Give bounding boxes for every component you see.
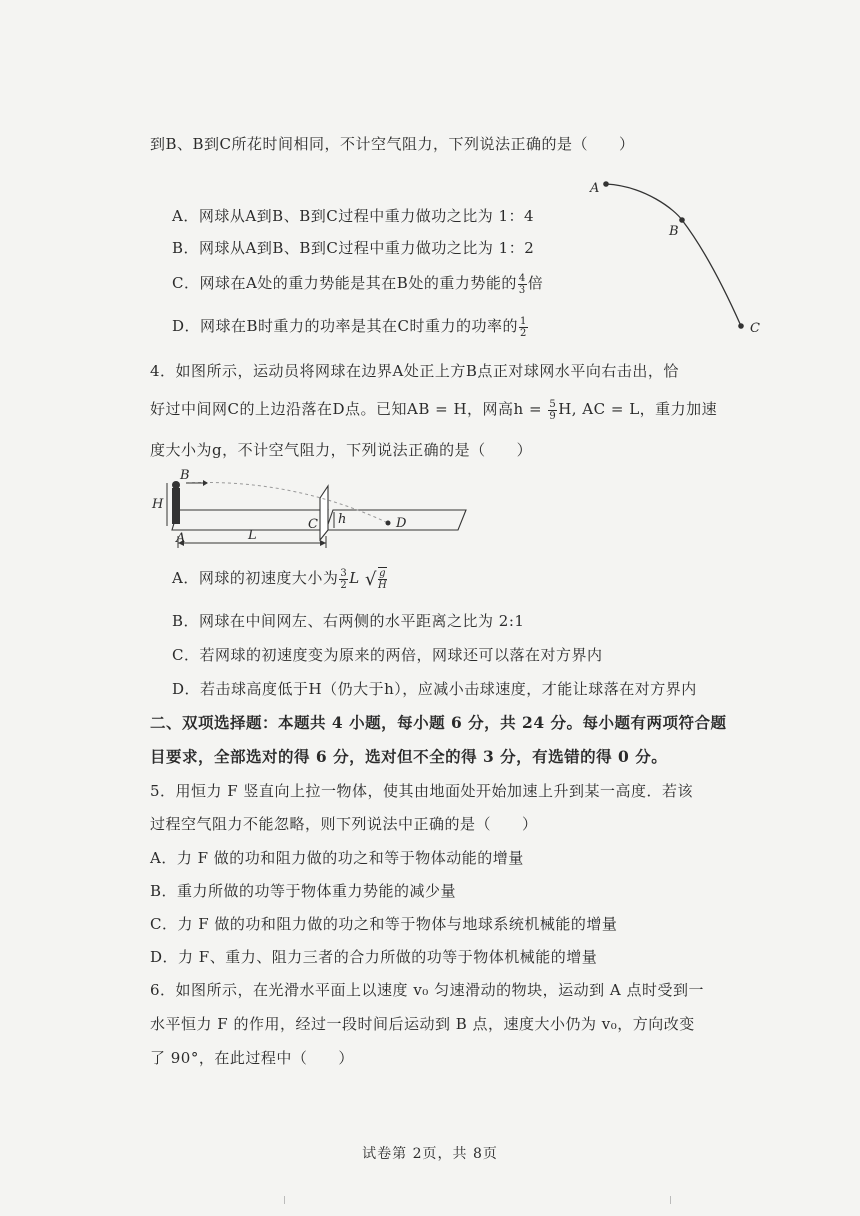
q5-stem-line1: 5．用恒力 F 竖直向上拉一物体，使其由地面处开始加速上升到某一高度．若该	[150, 782, 693, 800]
q4-player	[172, 488, 180, 524]
q3-point-a	[603, 181, 609, 187]
q3-point-b	[679, 217, 685, 223]
page-footer: 试卷第 2页，共 8页	[362, 1146, 498, 1162]
q3-option-d-text: D．网球在B时重力的功率是其在C时重力的功率的	[172, 317, 519, 335]
q4-label-a: A	[176, 531, 186, 546]
section2-heading-line1: 二、双项选择题：本题共 4 小题，每小题 6 分，共 24 分。每小题有两项符合题	[150, 713, 727, 732]
q4-label-b: B	[180, 468, 190, 483]
q4-label-c: C	[308, 517, 318, 532]
q3-stem-tail: 到B、B到C所花时间相同，不计空气阻力，下列说法正确的是（ ）	[150, 135, 635, 153]
q3-trajectory-curve	[606, 184, 741, 326]
q4-label-l: L	[248, 528, 257, 543]
q3-option-d-fraction: $\frac{1}{2}$	[520, 315, 527, 339]
q4-option-a-fraction: $\frac{3}{2}$	[340, 567, 348, 591]
q3-point-c	[738, 323, 744, 329]
q3-label-b: B	[669, 224, 679, 239]
section2-heading-line2: 目要求，全部选对的得 6 分，选对但不全的得 3 分，有选错的得 0 分。	[150, 747, 668, 766]
q4-option-b: B．网球在中间网左、右两侧的水平距离之比为 2:1	[172, 612, 525, 630]
q4-height-fraction: $\frac{5}{9}$	[549, 398, 557, 422]
q5-option-a: A．力 F 做的功和阻力做的功之和等于物体动能的增量	[150, 849, 524, 867]
q4-stem-line3: 度大小为g，不计空气阻力，下列说法正确的是（ ）	[150, 441, 533, 459]
q3-option-b: B．网球从A到B、B到C过程中重力做功之比为 1：2	[172, 239, 535, 257]
binding-mark-left	[284, 1196, 285, 1204]
q3-option-d	[172, 315, 529, 339]
q4-option-d: D．若击球高度低于H（仍大于h），应减小击球速度，才能让球落在对方界内	[172, 680, 697, 698]
q4-stem-line2: 好过中间网C的上边沿落在D点。已知AB = H，网高h = $\frac{5}{9}$ H, AC = L，重力加速	[150, 398, 718, 422]
q5-option-d: D．力 F、重力、阻力三者的合力所做的功等于物体机械能的增量	[150, 948, 598, 966]
q4-option-c: C．若网球的初速度变为原来的两倍，网球还可以落在对方界内	[172, 646, 603, 664]
q4-option-a-sqrt: √	[364, 568, 377, 590]
binding-mark-right	[670, 1196, 671, 1204]
q3-option-c-fraction: $\frac{4}{3}$	[518, 272, 526, 296]
q3-option-c-text: C．网球在A处的重力势能是其在B处的重力势能的	[172, 274, 517, 292]
q4-point-d	[386, 521, 391, 526]
q4-stem-line1: 4．如图所示，运动员将网球在边界A处正上方B点正对球网水平向右击出，恰	[150, 362, 679, 380]
q5-option-c: C．力 F 做的功和阻力做的功之和等于物体与地球系统机械能的增量	[150, 915, 618, 933]
q4-ball-trajectory	[186, 482, 388, 523]
q4-label-big-h: H	[152, 497, 164, 512]
q4-option-a: A．网球的初速度大小为 $\frac{3}{2}$ L √ $\frac{g}{H}$	[172, 567, 388, 591]
q3-option-c: C．网球在A处的重力势能是其在B处的重力势能的 $\frac{4}{3}$ 倍	[172, 272, 544, 296]
q6-stem-line1: 6．如图所示，在光滑水平面上以速度 v₀ 匀速滑动的物块，运动到 A 点时受到一	[150, 981, 704, 999]
q4-label-h: h	[338, 512, 347, 527]
q5-option-b: B．重力所做的功等于物体重力势能的减少量	[150, 882, 457, 900]
q5-stem-line2: 过程空气阻力不能忽略，则下列说法中正确的是（ ）	[150, 815, 538, 833]
q3-label-a: A	[590, 181, 600, 196]
q4-net	[320, 486, 328, 540]
q3-label-c: C	[750, 321, 760, 336]
q3-trajectory-figure	[585, 170, 775, 345]
q6-stem-line3: 了 90°，在此过程中（ ）	[150, 1049, 354, 1067]
q3-option-a: A．网球从A到B、B到C过程中重力做功之比为 1：4	[172, 207, 535, 225]
q4-label-d: D	[396, 516, 407, 531]
q6-stem-line2: 水平恒力 F 的作用，经过一段时间后运动到 B 点，速度大小仍为 v₀，方向改变	[150, 1015, 695, 1033]
q4-court-left	[172, 510, 328, 530]
q4-court-figure	[148, 468, 483, 553]
